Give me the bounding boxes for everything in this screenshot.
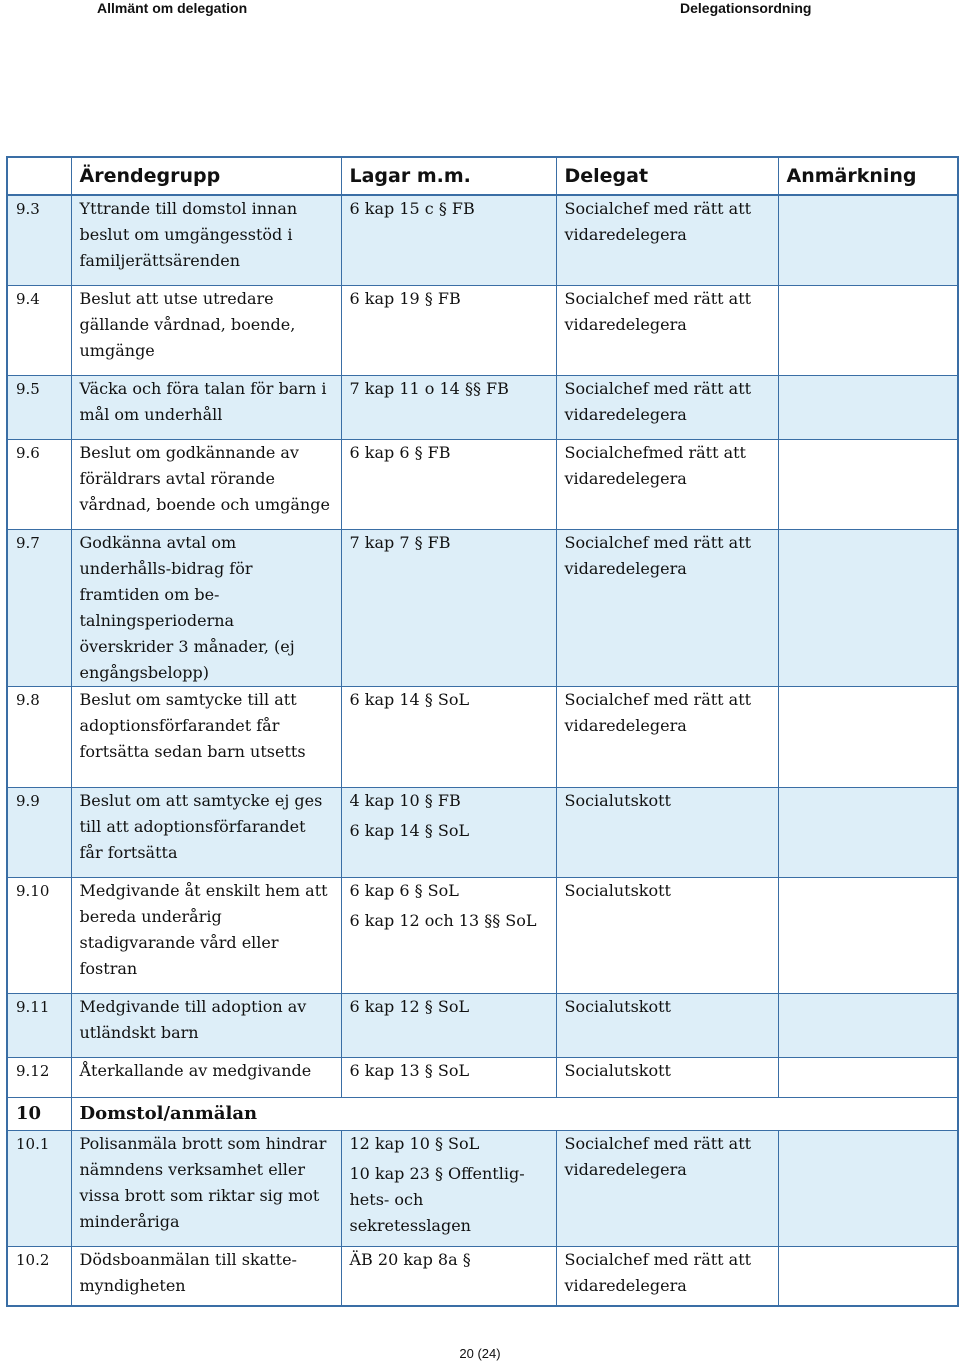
- row-arendegrupp: Beslut om godkännande av föräldrars avtal rörande vårdnad, boende och umgänge: [71, 439, 341, 529]
- table-row: [7, 877, 958, 993]
- page-number: 20 (24): [459, 1346, 501, 1361]
- row-lagar: [341, 787, 556, 877]
- row-number: 10.2: [7, 1246, 71, 1306]
- row-lagar: [341, 375, 556, 439]
- row-lagar: [341, 529, 556, 686]
- row-number: 9.4: [7, 285, 71, 375]
- section-heading-row: [7, 1097, 958, 1130]
- row-anmarkning: [778, 1057, 958, 1097]
- row-lagar: [341, 1057, 556, 1097]
- row-anmarkning: [778, 787, 958, 877]
- row-number: 9.5: [7, 375, 71, 439]
- header-section-title: Allmänt om delegation: [97, 0, 248, 16]
- row-anmarkning: [778, 1246, 958, 1306]
- row-delegat: Socialchefmed rätt att vidaredelegera: [556, 439, 778, 529]
- row-anmarkning: [778, 285, 958, 375]
- table-row: [7, 439, 958, 529]
- table-row: [7, 375, 958, 439]
- row-delegat: Socialchef med rätt att vidaredelegera: [556, 375, 778, 439]
- row-arendegrupp: Beslut om att samtycke ej ges till att adoptionsförfarandet får fortsätta: [71, 787, 341, 877]
- column-header-number: [7, 157, 71, 195]
- table-row: [7, 1057, 958, 1097]
- table-row: [7, 1246, 958, 1306]
- row-arendegrupp: Beslut att utse utredare gällande vårdnad, boende, umgänge: [71, 285, 341, 375]
- row-lagar: [341, 993, 556, 1057]
- row-lagar: [341, 877, 556, 993]
- row-number: 9.3: [7, 195, 71, 285]
- row-delegat: Socialchef med rätt att vidaredelegera: [556, 1130, 778, 1246]
- row-arendegrupp: Godkänna avtal om underhålls-bidrag för framtiden om be-talningsperioderna överskrider 3 månader, (ej engångsbelopp): [71, 529, 341, 686]
- row-number: 9.10: [7, 877, 71, 993]
- table-header-row: [7, 157, 958, 195]
- delegation-table: [6, 156, 959, 1307]
- row-arendegrupp: Återkallande av medgivande: [71, 1057, 341, 1097]
- row-delegat: Socialchef med rätt att vidaredelegera: [556, 285, 778, 375]
- row-delegat: Socialchef med rätt att vidaredelegera: [556, 686, 778, 787]
- row-arendegrupp: Yttrande till domstol innan beslut om umgängesstöd i familjerättsärenden: [71, 195, 341, 285]
- table-row: [7, 529, 958, 686]
- law-reference: 4 kap 10 § FB: [349, 790, 461, 810]
- row-delegat: Socialchef med rätt att vidaredelegera: [556, 195, 778, 285]
- header-document-title: Delegationsordning: [680, 0, 812, 16]
- row-delegat: Socialutskott: [556, 877, 778, 993]
- row-lagar: [341, 686, 556, 787]
- section-number: 10: [7, 1097, 71, 1130]
- row-number: 9.12: [7, 1057, 71, 1097]
- row-anmarkning: [778, 686, 958, 787]
- law-reference: 6 kap 15 c § FB: [349, 199, 475, 218]
- table-row: [7, 195, 958, 285]
- row-lagar: [341, 285, 556, 375]
- row-delegat: Socialutskott: [556, 787, 778, 877]
- column-header-delegat: Delegat: [556, 157, 778, 195]
- law-reference: 7 kap 7 § FB: [349, 532, 451, 552]
- row-arendegrupp: Polisanmäla brott som hindrar nämndens verksamhet eller vissa brott som riktar sig mot minderåriga: [71, 1130, 341, 1246]
- row-anmarkning: [778, 993, 958, 1057]
- law-reference: 6 kap 13 § SoL: [349, 1060, 470, 1080]
- row-anmarkning: [778, 877, 958, 993]
- table-row: [7, 787, 958, 877]
- row-number: 9.11: [7, 993, 71, 1057]
- row-arendegrupp: Medgivande åt enskilt hem att bereda underårig stadigvarande vård eller fostran: [71, 877, 341, 993]
- row-arendegrupp: Medgivande till adoption av utländskt barn: [71, 993, 341, 1057]
- row-delegat: Socialchef med rätt att vidaredelegera: [556, 1246, 778, 1306]
- law-reference: ÄB 20 kap 8a §: [349, 1249, 471, 1269]
- row-anmarkning: [778, 195, 958, 285]
- row-delegat: Socialchef med rätt att vidaredelegera: [556, 529, 778, 686]
- row-anmarkning: [778, 529, 958, 686]
- row-number: 10.1: [7, 1130, 71, 1246]
- row-delegat: Socialutskott: [556, 1057, 778, 1097]
- law-reference: 6 kap 14 § SoL: [349, 689, 470, 709]
- column-header-arendegrupp: Ärendegrupp: [71, 157, 341, 195]
- row-lagar: [341, 1130, 556, 1246]
- row-anmarkning: [778, 1130, 958, 1246]
- law-reference: 6 kap 14 § SoL: [349, 820, 470, 840]
- table-row: [7, 1130, 958, 1246]
- law-reference: 6 kap 19 § FB: [349, 288, 461, 308]
- row-arendegrupp: Dödsboanmälan till skatte-myndigheten: [71, 1246, 341, 1306]
- row-arendegrupp: Beslut om samtycke till att adoptionsförfarandet får fortsätta sedan barn utsetts: [71, 686, 341, 787]
- column-header-lagar: Lagar m.m.: [341, 157, 556, 195]
- row-arendegrupp: Väcka och föra talan för barn i mål om underhåll: [71, 375, 341, 439]
- row-number: 9.6: [7, 439, 71, 529]
- table-row: [7, 993, 958, 1057]
- table-row: [7, 285, 958, 375]
- row-lagar: [341, 195, 556, 285]
- row-number: 9.7: [7, 529, 71, 686]
- table-row: [7, 686, 958, 787]
- row-lagar: [341, 439, 556, 529]
- row-anmarkning: [778, 375, 958, 439]
- row-lagar: [341, 1246, 556, 1306]
- row-number: 9.8: [7, 686, 71, 787]
- row-number: 9.9: [7, 787, 71, 877]
- law-reference: 7 kap 11 o 14 §§ FB: [349, 378, 509, 398]
- law-reference: 6 kap 12 och 13 §§ SoL: [349, 910, 537, 930]
- law-reference: 12 kap 10 § SoL: [349, 1133, 480, 1153]
- law-reference: 6 kap 6 § SoL: [349, 880, 459, 900]
- row-anmarkning: [778, 439, 958, 529]
- law-reference: 6 kap 12 § SoL: [349, 996, 470, 1016]
- column-header-anmarkning: Anmärkning: [778, 157, 958, 195]
- row-delegat: Socialutskott: [556, 993, 778, 1057]
- law-reference: 6 kap 6 § FB: [349, 442, 451, 462]
- section-title: Domstol/anmälan: [71, 1097, 958, 1130]
- law-reference: 10 kap 23 § Offentlig-hets- och sekretesslagen: [349, 1163, 525, 1235]
